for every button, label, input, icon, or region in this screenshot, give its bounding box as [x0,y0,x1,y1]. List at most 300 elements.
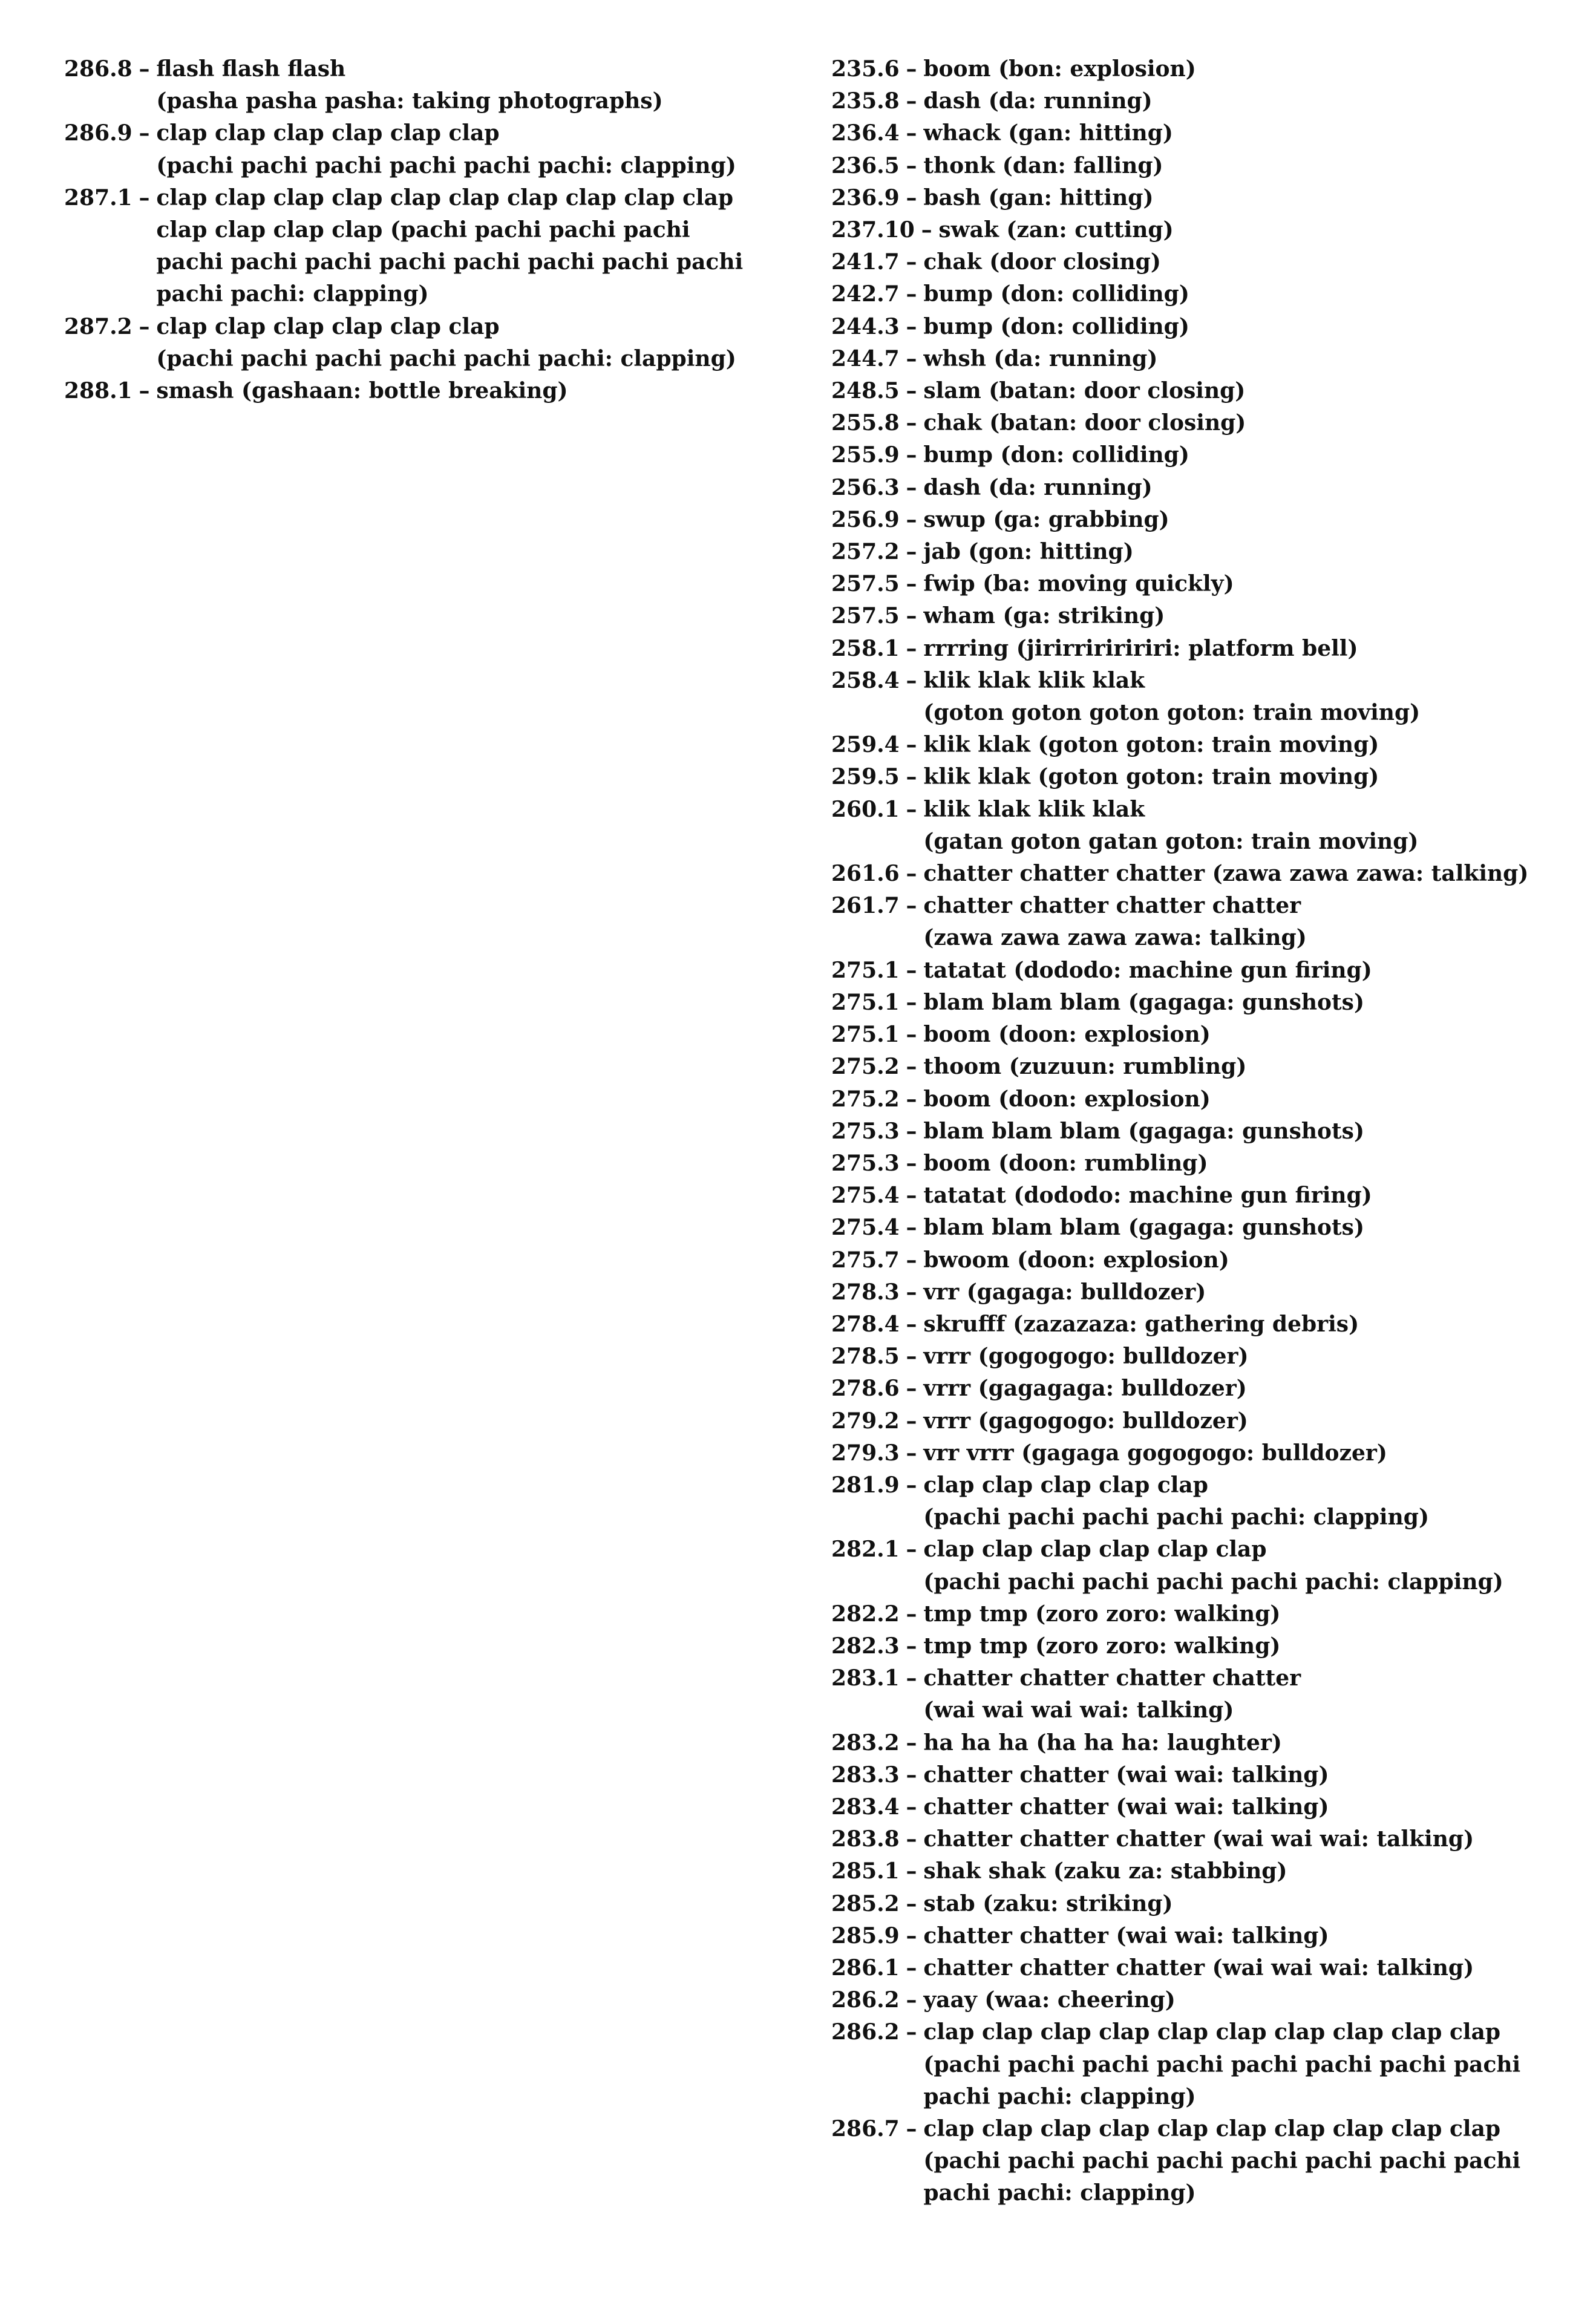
sfx-line-continued: (pachi pachi pachi pachi pachi pachi: clapping) [156,345,736,371]
sfx-description [923,536,1133,568]
sfx-entry [831,1341,1581,1373]
sfx-description [923,1083,1210,1116]
page-panel-number: 282.3 [831,1633,900,1659]
page-panel-number: 286.8 [64,56,132,82]
sfx-entry [831,890,1581,954]
separator-dash: – [906,1665,917,1691]
page-panel-number: 258.1 [831,635,900,661]
sfx-entry [831,1727,1581,1759]
sfx-line: tatatat (dododo: machine gun firing) [923,1183,1372,1209]
sfx-line: blam blam blam (gagaga: gunshots) [923,1215,1364,1241]
sfx-line: chatter chatter chatter (zawa zawa zawa: talking) [923,861,1529,887]
page-panel-number: 261.7 [831,893,900,919]
page-panel-number: 282.2 [831,1601,900,1627]
page-panel-number: 275.4 [831,1215,900,1241]
sfx-line: vrrr (gagogogo: bulldozer) [923,1408,1248,1434]
sfx-description [923,1244,1229,1276]
page-panel-number: 288.1 [64,378,132,404]
page-panel-number: 255.8 [831,410,900,436]
sfx-description [923,1019,1210,1051]
separator-dash: – [906,861,917,887]
page-panel-number: 275.1 [831,989,900,1015]
sfx-line: chatter chatter chatter chatter [923,1665,1301,1691]
sfx-line: clap clap clap clap clap [923,1472,1208,1498]
page-panel-number: 278.3 [831,1279,900,1305]
separator-dash: – [906,1890,917,1916]
separator-dash: – [906,1858,917,1884]
sfx-description [923,117,1173,149]
sfx-line-continued: pachi pachi pachi pachi pachi pachi pachi pachi [156,249,744,275]
sfx-description [923,439,1189,471]
sfx-description [923,1148,1208,1180]
sfx-description [923,890,1306,954]
sfx-line: vrrr (gogogogo: bulldozer) [923,1344,1249,1370]
sfx-entry [831,1662,1581,1727]
separator-dash: – [906,635,917,661]
sfx-entry [831,2113,1581,2210]
page-panel-number: 256.3 [831,474,900,500]
sfx-entry [831,955,1581,987]
sfx-line-continued: (pachi pachi pachi pachi pachi pachi: clapping) [923,1569,1503,1595]
sfx-line: thonk (dan: falling) [923,152,1163,178]
sfx-entry [831,278,1581,310]
sfx-entry [831,407,1581,439]
sfx-entry [831,1823,1581,1855]
page-panel-number: 283.3 [831,1762,900,1788]
sfx-line: clap clap clap clap clap clap [923,1537,1267,1563]
separator-dash: – [906,249,917,275]
separator-dash: – [906,1730,917,1756]
separator-dash: – [906,1762,917,1788]
page-panel-number: 259.4 [831,732,900,758]
sfx-line: slam (batan: door closing) [923,378,1246,404]
separator-dash: – [906,539,917,565]
sfx-line: chak (door closing) [923,249,1161,275]
sfx-description [923,1630,1280,1662]
separator-dash: – [906,1826,917,1852]
sfx-line: skrufff (zazazaza: gathering debris) [923,1311,1359,1337]
sfx-line: blam blam blam (gagaga: gunshots) [923,1118,1364,1144]
sfx-line: chatter chatter (wai wai: talking) [923,1923,1329,1949]
sfx-line: klik klak klik klak [923,796,1145,822]
separator-dash: – [139,56,150,82]
sfx-description [923,2016,1520,2113]
sfx-description [923,1116,1364,1148]
separator-dash: – [906,2019,917,2045]
separator-dash: – [906,378,917,404]
page-panel-number: 260.1 [831,796,900,822]
separator-dash: – [906,281,917,307]
sfx-entry [831,1019,1581,1051]
sfx-entry [64,375,790,407]
sfx-description [923,2113,1520,2210]
sfx-entry [831,472,1581,504]
sfx-entry [831,665,1581,729]
sfx-description [938,214,1173,246]
sfx-line: clap clap clap clap clap clap clap clap clap clap [156,185,734,211]
sfx-line: boom (bon: explosion) [923,56,1196,82]
sfx-description [923,633,1358,665]
page-panel-number: 283.1 [831,1665,900,1691]
sfx-entry [831,858,1581,890]
sfx-description [923,1276,1206,1309]
sfx-line-continued: (pachi pachi pachi pachi pachi pachi pachi pachi [923,2148,1521,2174]
separator-dash: – [906,1376,917,1402]
sfx-description [923,1791,1329,1823]
page-panel-number: 236.4 [831,120,900,146]
sfx-line: wham (ga: striking) [923,603,1165,629]
sfx-entry [831,1952,1581,1984]
separator-dash: – [906,1601,917,1627]
separator-dash: – [921,217,932,243]
sfx-line: jab (gon: hitting) [923,539,1134,565]
separator-dash: – [906,442,917,468]
sfx-entry [831,1759,1581,1791]
separator-dash: – [906,764,917,790]
sfx-entry [831,1598,1581,1630]
page-panel-number: 275.4 [831,1183,900,1209]
sfx-entry [831,1116,1581,1148]
sfx-description [923,1952,1474,1984]
page-panel-number: 255.9 [831,442,900,468]
separator-dash: – [906,88,917,114]
sfx-description [923,1598,1280,1630]
sfx-entry [831,1791,1581,1823]
page-panel-number: 275.7 [831,1247,900,1273]
separator-dash: – [906,1279,917,1305]
sfx-line: clap clap clap clap clap clap [156,120,500,146]
sfx-description [923,311,1189,343]
page-panel-number: 256.9 [831,506,900,532]
page-panel-number: 235.8 [831,88,900,114]
page-panel-number: 275.1 [831,1022,900,1048]
page-panel-number: 285.2 [831,1890,900,1916]
sfx-description [923,1727,1282,1759]
sfx-description [923,1888,1172,1920]
sfx-entry [831,987,1581,1019]
separator-dash: – [906,56,917,82]
sfx-description [923,1341,1248,1373]
sfx-entry [831,2016,1581,2113]
sfx-description [923,1855,1287,1887]
page-panel-number: 275.3 [831,1118,900,1144]
page-panel-number: 278.5 [831,1344,900,1370]
separator-dash: – [139,120,150,146]
page-panel-number: 261.6 [831,861,900,887]
sfx-entry [831,600,1581,632]
sfx-entry [831,1534,1581,1598]
sfx-description [923,794,1418,858]
sfx-entry [64,53,790,117]
sfx-description [923,53,1195,85]
sfx-line: klik klak (goton goton: train moving) [923,764,1379,790]
page-panel-number: 275.2 [831,1054,900,1080]
sfx-description [923,1212,1364,1244]
sfx-line: whack (gan: hitting) [923,120,1173,146]
sfx-description [923,85,1152,117]
page-panel-number: 281.9 [831,1472,900,1498]
sfx-line: rrrring (jirirririririri: platform bell) [923,635,1358,661]
sfx-line: bwoom (doon: explosion) [923,1247,1229,1273]
separator-dash: – [906,732,917,758]
separator-dash: – [906,1054,917,1080]
page-panel-number: 236.5 [831,152,900,178]
sfx-line: vrr (gagaga: bulldozer) [923,1279,1206,1305]
sfx-line: ha ha ha (ha ha ha: laughter) [923,1730,1282,1756]
separator-dash: – [906,1086,917,1112]
sfx-description [923,729,1379,761]
sfx-line: clap clap clap clap clap clap clap clap clap clap [923,2116,1501,2142]
separator-dash: – [906,1537,917,1563]
sfx-entry [831,343,1581,375]
sfx-line: swup (ga: grabbing) [923,506,1169,532]
sfx-line: boom (doon: explosion) [923,1086,1211,1112]
sfx-entry [831,1309,1581,1341]
separator-dash: – [906,410,917,436]
sfx-line: chak (batan: door closing) [923,410,1246,436]
page-panel-number: 285.1 [831,1858,900,1884]
separator-dash: – [906,152,917,178]
separator-dash: – [906,313,917,339]
page-panel-number: 242.7 [831,281,900,307]
sfx-line-continued: pachi pachi: clapping) [923,2083,1196,2109]
page-panel-number: 279.3 [831,1440,900,1466]
sfx-description [156,311,736,375]
sfx-entry [831,311,1581,343]
page-panel-number: 286.1 [831,1955,900,1981]
sfx-line: vrr vrrr (gagaga gogogogo: bulldozer) [923,1440,1387,1466]
page-panel-number: 241.7 [831,249,900,275]
sfx-entry [831,1437,1581,1469]
sfx-line-continued: (pachi pachi pachi pachi pachi: clapping) [923,1505,1429,1531]
sfx-line-continued: (goton goton goton goton: train moving) [923,700,1421,726]
sfx-description [923,1180,1372,1212]
separator-dash: – [906,667,917,693]
sfx-entry [831,729,1581,761]
sfx-entry [831,1984,1581,2016]
page-panel-number: 257.2 [831,539,900,565]
sfx-column-right [831,53,1581,2210]
page-panel-number: 275.1 [831,957,900,983]
sfx-description [923,1051,1246,1083]
separator-dash: – [906,474,917,500]
sfx-entry [831,1083,1581,1116]
sfx-line: tmp tmp (zoro zoro: walking) [923,1601,1281,1627]
sfx-entry [831,85,1581,117]
sfx-description [923,1469,1429,1534]
sfx-line: bump (don: colliding) [923,313,1189,339]
sfx-entry [831,633,1581,665]
sfx-description [923,343,1157,375]
sfx-line: swak (zan: cutting) [938,217,1174,243]
sfx-entry [831,1244,1581,1276]
page-panel-number: 278.6 [831,1376,900,1402]
page-panel-number: 283.2 [831,1730,900,1756]
page-panel-number: 279.2 [831,1408,900,1434]
sfx-line: boom (doon: explosion) [923,1022,1211,1048]
sfx-line-continued: pachi pachi: clapping) [156,281,429,307]
separator-dash: – [906,1408,917,1434]
page-panel-number: 259.5 [831,764,900,790]
sfx-line: thoom (zuzuun: rumbling) [923,1054,1247,1080]
sfx-entry [831,1630,1581,1662]
page-panel-number: 283.4 [831,1794,900,1820]
separator-dash: – [906,120,917,146]
sfx-description [923,504,1169,536]
page-panel-number: 244.3 [831,313,900,339]
sfx-line: clap clap clap clap clap clap [156,313,500,339]
sfx-line: klik klak klik klak [923,667,1145,693]
sfx-line: vrrr (gagagaga: bulldozer) [923,1376,1247,1402]
page-panel-number: 275.2 [831,1086,900,1112]
sfx-description [923,1373,1246,1405]
sfx-description [923,1920,1329,1952]
sfx-description [156,182,743,311]
page-panel-number: 236.9 [831,185,900,211]
page-panel-number: 286.2 [831,2019,900,2045]
sfx-line: bump (don: colliding) [923,281,1189,307]
sfx-entry [831,150,1581,182]
sfx-description [923,665,1420,729]
sfx-line: shak shak (zaku za: stabbing) [923,1858,1287,1884]
separator-dash: – [906,1987,917,2013]
sfx-line-continued: (pachi pachi pachi pachi pachi pachi: clapping) [156,152,736,178]
page-panel-number: 287.2 [64,313,132,339]
separator-dash: – [906,1183,917,1209]
sfx-description [923,600,1165,632]
page-panel-number: 278.4 [831,1311,900,1337]
sfx-line: fwip (ba: moving quickly) [923,571,1234,597]
separator-dash: – [906,1150,917,1176]
sfx-line-continued: clap clap clap clap (pachi pachi pachi pachi [156,217,690,243]
separator-dash: – [906,1633,917,1659]
sfx-entry [831,246,1581,278]
separator-dash: – [139,378,150,404]
page-panel-number: 244.7 [831,345,900,371]
sfx-line: clap clap clap clap clap clap clap clap clap clap [923,2019,1501,2045]
sfx-entry [64,117,790,181]
page-panel-number: 248.5 [831,378,900,404]
sfx-entry [831,1276,1581,1309]
sfx-line: smash (gashaan: bottle breaking) [156,378,568,404]
sfx-description [156,117,736,181]
sfx-description [923,568,1234,600]
sfx-description [923,1759,1329,1791]
separator-dash: – [906,1794,917,1820]
sfx-description [923,1662,1301,1727]
page-panel-number: 257.5 [831,571,900,597]
page-panel-number: 282.1 [831,1537,900,1563]
page-panel-number: 258.4 [831,667,900,693]
separator-dash: – [139,313,150,339]
sfx-description [923,278,1189,310]
sfx-line: chatter chatter chatter (wai wai wai: talking) [923,1826,1474,1852]
page-panel-number: 257.5 [831,603,900,629]
sfx-entry [831,504,1581,536]
sfx-entry [831,439,1581,471]
sfx-line: tmp tmp (zoro zoro: walking) [923,1633,1281,1659]
sfx-line: boom (doon: rumbling) [923,1150,1208,1176]
sfx-description [923,987,1364,1019]
sfx-entry [64,311,790,375]
separator-dash: – [906,893,917,919]
sfx-entry [831,1148,1581,1180]
sfx-entry [831,1855,1581,1887]
sfx-line: blam blam blam (gagaga: gunshots) [923,989,1364,1015]
sfx-description [923,472,1152,504]
page-panel-number: 285.9 [831,1923,900,1949]
sfx-description [923,1309,1359,1341]
sfx-description [923,1405,1248,1437]
sfx-entry [831,117,1581,149]
sfx-line: flash flash flash [156,56,346,82]
sfx-entry [831,1051,1581,1083]
sfx-entry [831,568,1581,600]
page-panel-number: 235.6 [831,56,900,82]
sfx-line: chatter chatter (wai wai: talking) [923,1794,1329,1820]
sfx-entry [831,1373,1581,1405]
sfx-description [923,246,1161,278]
sfx-description [923,955,1372,987]
sfx-line-continued: (gatan goton gatan goton: train moving) [923,828,1419,854]
sfx-description [156,53,662,117]
sfx-description [923,1823,1474,1855]
separator-dash: – [906,1118,917,1144]
sfx-line: dash (da: running) [923,88,1153,114]
page-panel-number: 286.2 [831,1987,900,2013]
sfx-line: tatatat (dododo: machine gun firing) [923,957,1372,983]
sfx-line: chatter chatter chatter (wai wai wai: talking) [923,1955,1474,1981]
sfx-line: bump (don: colliding) [923,442,1189,468]
separator-dash: – [906,185,917,211]
page-panel-number: 286.9 [64,120,132,146]
sfx-description [923,407,1246,439]
sfx-description [923,761,1379,793]
page-panel-number: 237.10 [831,217,915,243]
separator-dash: – [906,1344,917,1370]
page-panel-number: 283.8 [831,1826,900,1852]
separator-dash: – [906,1923,917,1949]
separator-dash: – [906,957,917,983]
sfx-line: chatter chatter chatter chatter [923,893,1301,919]
sfx-line: chatter chatter (wai wai: talking) [923,1762,1329,1788]
sfx-description [923,858,1528,890]
sfx-entry [831,1405,1581,1437]
separator-dash: – [906,796,917,822]
sfx-description [156,375,567,407]
sfx-description [923,1984,1175,2016]
sfx-line-continued: pachi pachi: clapping) [923,2180,1196,2206]
sfx-entry [831,794,1581,858]
separator-dash: – [139,185,150,211]
separator-dash: – [906,989,917,1015]
sfx-line-continued: (pasha pasha pasha: taking photographs) [156,88,663,114]
separator-dash: – [906,1955,917,1981]
sfx-line: stab (zaku: striking) [923,1890,1173,1916]
sfx-line: whsh (da: running) [923,345,1158,371]
sfx-entry [64,182,790,311]
sfx-description [923,150,1163,182]
separator-dash: – [906,603,917,629]
separator-dash: – [906,1022,917,1048]
sfx-entry [831,1920,1581,1952]
sfx-line: klik klak (goton goton: train moving) [923,732,1379,758]
sfx-line-continued: (wai wai wai wai: talking) [923,1697,1234,1723]
page-panel-number: 286.7 [831,2116,900,2142]
separator-dash: – [906,571,917,597]
separator-dash: – [906,1440,917,1466]
sfx-line: yaay (waa: cheering) [923,1987,1176,2013]
